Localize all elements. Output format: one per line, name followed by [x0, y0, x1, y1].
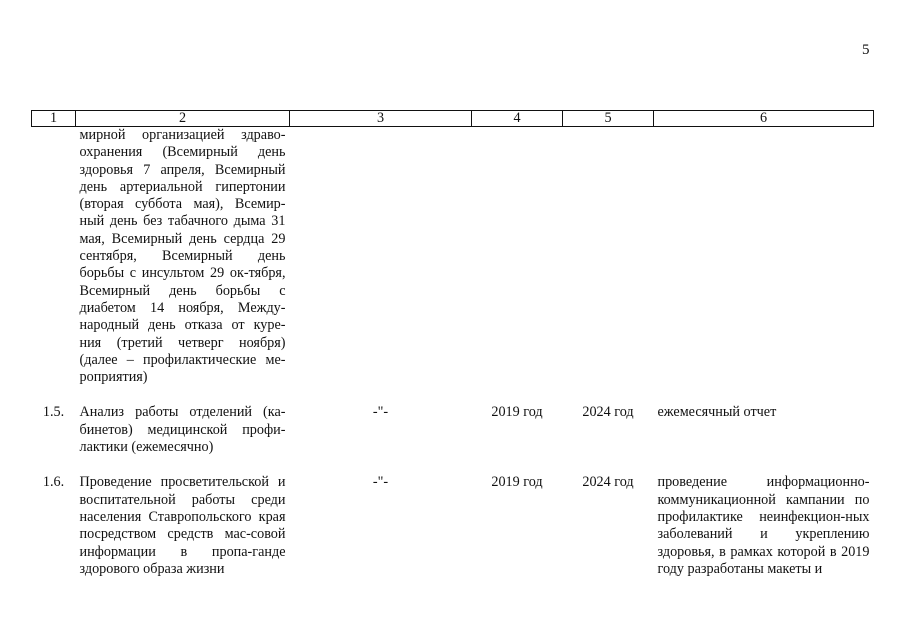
row-description-text: мирной организацией здраво-охранения (Всемирный день здоровья 7 апреля, Всемирный день артериальной гипертонии (вторая суббота мая), Всемир-ный день без табачного дыма 31 мая, Всемирный день сердца 29 сентября, Всемирный день борьбы с инсультом 29 ок-тября, Всемирный день борьбы с диабетом 14 ноября, Между-народный день отказа от куре-ния (третий четверг ноября) (далее – профилактические ме-роприятия) [79, 127, 286, 386]
row-number: 1.6. [42, 474, 65, 491]
row-description [76, 127, 290, 387]
row-start: 2019 год [491, 474, 543, 491]
row-description [76, 474, 290, 578]
column-header-1: 1 [32, 111, 76, 127]
row-result [654, 474, 874, 578]
row-result: ежемесячный отчет [657, 404, 777, 421]
document-table [31, 110, 874, 578]
row-result [654, 127, 874, 387]
column-header-6: 6 [654, 111, 874, 127]
row-end: 2024 год [582, 474, 634, 491]
row-end: 2024 год [582, 404, 634, 421]
page-number: 5 [862, 42, 870, 58]
row-number [32, 127, 76, 387]
row-description [76, 404, 290, 456]
row-start [472, 127, 563, 387]
table-row [32, 474, 874, 578]
row-number: 1.5. [42, 404, 65, 421]
table-row [32, 404, 874, 456]
row-result-text: проведение информационно-коммуникационной кампании по профилактике неинфекцион-ных заболеваний и укреплению здоровья, в рамках которой в 2019 году разработаны макеты и [657, 474, 870, 577]
row-spacer [32, 456, 874, 474]
header-row [32, 111, 874, 127]
row-start: 2019 год [491, 404, 543, 421]
column-header-5: 5 [563, 111, 654, 127]
row-executor [290, 127, 472, 387]
table-row [32, 127, 874, 387]
column-header-4: 4 [472, 111, 563, 127]
row-end [563, 127, 654, 387]
row-executor: -"- [372, 474, 389, 491]
column-header-3: 3 [290, 111, 472, 127]
column-header-2: 2 [76, 111, 290, 127]
row-description-text: Проведение просветительской и воспитательной работы среди населения Ставропольского края посредством средств мас-совой информации в пропа-ганде здорового образа жизни [79, 474, 286, 577]
row-description-text: Анализ работы отделений (ка-бинетов) медицинской профи-лактики (ежемесячно) [79, 404, 286, 456]
row-executor: -"- [372, 404, 389, 421]
row-spacer [32, 386, 874, 404]
